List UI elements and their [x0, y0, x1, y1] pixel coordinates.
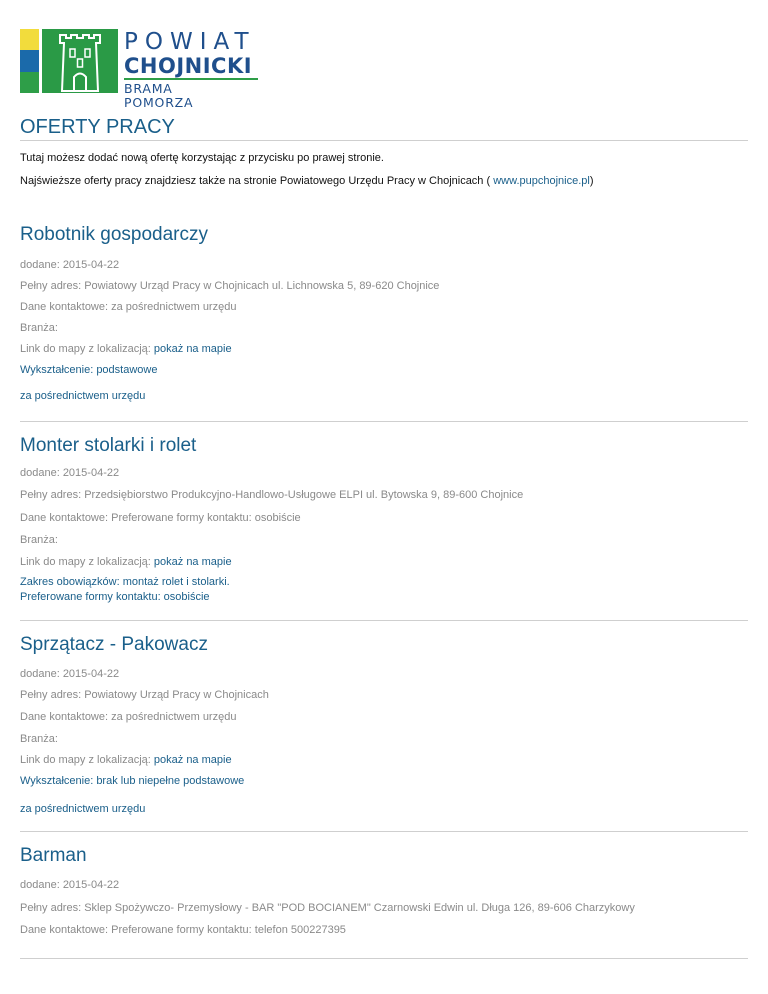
pup-website-link[interactable]: www.pupchojnice.pl	[493, 175, 590, 187]
logo-chojnicki: CHOJNICKI	[124, 54, 253, 78]
job-description: Zakres obowiązków: montaż rolet i stolarki.	[20, 576, 230, 588]
divider	[20, 831, 748, 832]
job-description-extra: za pośrednictwem urzędu	[20, 390, 146, 402]
job-address: Pełny adres: Powiatowy Urząd Pracy w Chojnicach	[20, 689, 269, 701]
job-contact: Dane kontaktowe: za pośrednictwem urzędu	[20, 711, 237, 723]
divider	[20, 958, 748, 959]
intro-text-after: )	[589, 175, 594, 187]
job-title[interactable]: Sprzątacz - Pakowacz	[20, 634, 208, 655]
intro-text-pup	[20, 175, 594, 187]
job-branch: Branża:	[20, 733, 58, 745]
job-map-label: Link do mapy z lokalizacją:	[20, 754, 154, 766]
job-branch: Branża:	[20, 322, 58, 334]
logo-divider	[124, 78, 258, 80]
job-added-date: dodane: 2015-04-22	[20, 467, 120, 479]
job-description: Wykształcenie: podstawowe	[20, 364, 158, 376]
logo-powiat: POWIAT	[124, 29, 256, 55]
job-contact: Dane kontaktowe: za pośrednictwem urzędu	[20, 301, 237, 313]
logo-brama-pomorza: BRAMA POMORZA	[124, 81, 194, 110]
show-on-map-link[interactable]: pokaż na mapie	[153, 754, 232, 766]
job-contact: Dane kontaktowe: Preferowane formy kontaktu: telefon 500227395	[20, 924, 346, 936]
job-added-date: dodane: 2015-04-22	[20, 668, 120, 680]
job-contact: Dane kontaktowe: Preferowane formy kontaktu: osobiście	[20, 512, 301, 524]
divider	[20, 620, 748, 621]
job-description-extra: za pośrednictwem urzędu	[20, 803, 146, 815]
powiat-chojnicki-logo[interactable]	[20, 29, 256, 110]
job-description-extra: Preferowane formy kontaktu: osobiście	[20, 591, 210, 603]
job-added-date: dodane: 2015-04-22	[20, 879, 120, 891]
job-address: Pełny adres: Sklep Spożywczo- Przemysłowy - BAR "POD BOCIANEM" Czarnowski Edwin ul. Długa 126, 89-606 Charzykowy	[20, 902, 635, 914]
job-address: Pełny adres: Przedsiębiorstwo Produkcyjno-Handlowo-Usługowe ELPI ul. Bytowska 9, 89-600 Chojnice	[20, 489, 524, 501]
job-title[interactable]: Monter stolarki i rolet	[20, 435, 197, 456]
logo-strip-blue	[20, 50, 39, 72]
job-title[interactable]: Barman	[20, 845, 87, 866]
intro-text-before: Najświeższe oferty pracy znajdziesz także na stronie Powiatowego Urzędu Pracy w Chojnicach (	[20, 175, 494, 187]
divider	[20, 140, 748, 141]
logo-text	[124, 29, 256, 110]
logo-strip-yellow	[20, 29, 39, 50]
job-description: Wykształcenie: brak lub niepełne podstawowe	[20, 775, 245, 787]
show-on-map-link[interactable]: pokaż na mapie	[153, 556, 232, 568]
job-title[interactable]: Robotnik gospodarczy	[20, 224, 208, 245]
divider	[20, 421, 748, 422]
job-map-row	[20, 556, 232, 569]
show-on-map-link[interactable]: pokaż na mapie	[153, 343, 232, 355]
job-map-row	[20, 343, 232, 356]
job-added-date: dodane: 2015-04-22	[20, 259, 120, 271]
job-map-row	[20, 754, 232, 767]
intro-text-add-offer: Tutaj możesz dodać nową ofertę korzystając z przycisku po prawej stronie.	[20, 152, 384, 164]
job-address: Pełny adres: Powiatowy Urząd Pracy w Chojnicach ul. Lichnowska 5, 89-620 Chojnice	[20, 280, 440, 292]
page-title: OFERTY PRACY	[20, 116, 175, 138]
logo-strip-green	[20, 72, 39, 93]
job-map-label: Link do mapy z lokalizacją:	[20, 343, 154, 355]
job-branch: Branża:	[20, 534, 58, 546]
tower-icon	[42, 29, 118, 93]
job-map-label: Link do mapy z lokalizacją:	[20, 556, 154, 568]
